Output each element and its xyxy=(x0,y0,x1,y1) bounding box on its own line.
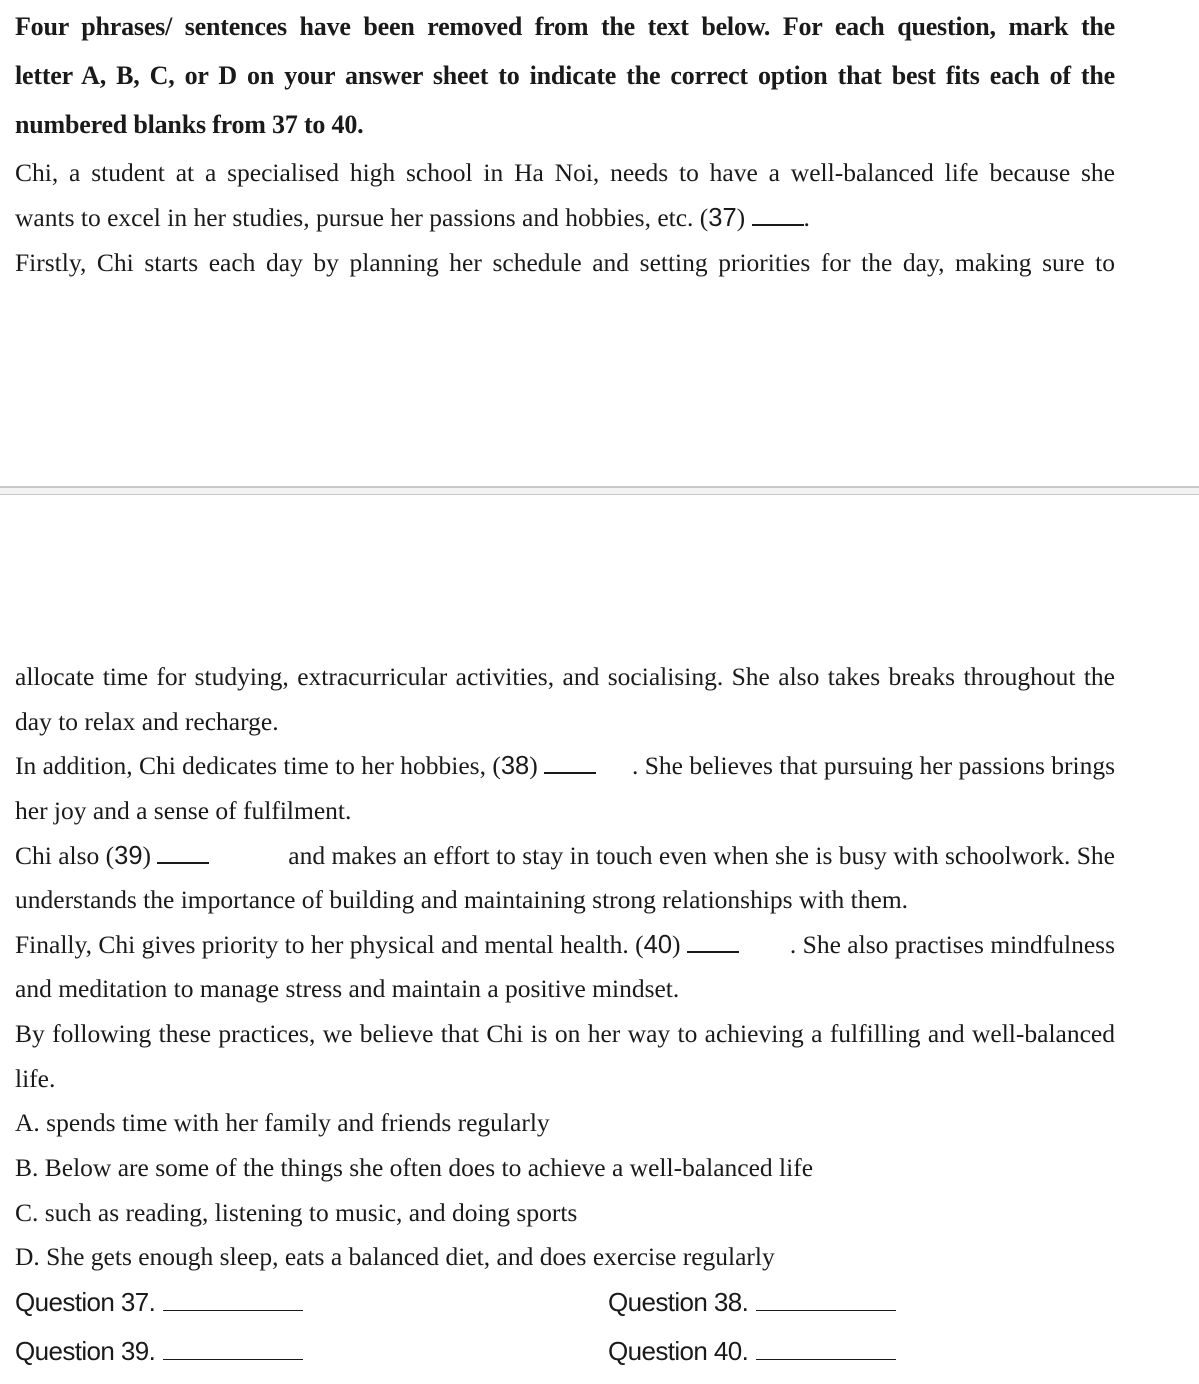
paragraph-also-line-1 xyxy=(15,841,1115,871)
blank-number-38: 38 xyxy=(500,752,530,780)
blank-40 xyxy=(687,933,739,953)
blank-number-37: 37 xyxy=(708,204,737,232)
instructions-line-2: letter A, B, C, or D on your answer sheet to indicate the correct option that best fits each of the xyxy=(15,61,1115,90)
paragraph-conclusion-line-1: By following these practices, we believe that Chi is on her way to achieving a fulfilling and well-balanced xyxy=(15,1019,1115,1048)
finally-pre: Finally, Chi gives priority to her physical and mental health. (40) xyxy=(15,930,739,960)
paragraph-firstly-line-3: day to relax and recharge. xyxy=(15,707,279,736)
option-b: B. Below are some of the things she often does to achieve a well-balanced life xyxy=(15,1153,814,1182)
blank-39 xyxy=(157,844,209,864)
instructions-line-1: Four phrases/ sentences have been removed from the text below. For each question, mark the xyxy=(15,12,1115,41)
finally-post: . She also practises mindfulness xyxy=(789,930,1115,959)
page-separator xyxy=(0,486,1199,495)
also-post: and makes an effort to stay in touch even when she is busy with schoolwork. She xyxy=(288,841,1115,870)
addition-pre: In addition, Chi dedicates time to her hobbies, (38) xyxy=(15,751,596,781)
blank-number-39: 39 xyxy=(114,842,143,870)
answer-blank-38[interactable] xyxy=(756,1290,896,1311)
answer-blank-40[interactable] xyxy=(756,1339,896,1360)
answer-question-37: Question 37. xyxy=(15,1287,303,1318)
paragraph-addition-line-1 xyxy=(15,751,1115,781)
paragraph-firstly-line-2: allocate time for studying, extracurricular activities, and socialising. She also takes breaks throughout the xyxy=(15,662,1115,691)
blank-number-40: 40 xyxy=(643,931,673,959)
answer-question-40: Question 40. xyxy=(608,1336,896,1367)
answer-question-39: Question 39. xyxy=(15,1336,303,1367)
paragraph-firstly-line-1: Firstly, Chi starts each day by planning her schedule and setting priorities for the day, making sure to xyxy=(15,248,1115,277)
instructions-line-3: numbered blanks from 37 to 40. xyxy=(15,110,364,139)
option-d: D. She gets enough sleep, eats a balanced diet, and does exercise regularly xyxy=(15,1242,775,1271)
blank-37 xyxy=(752,206,804,226)
option-a: A. spends time with her family and friends regularly xyxy=(15,1108,550,1137)
paragraph-intro-line-2: wants to excel in her studies, pursue her passions and hobbies, etc. (37) . xyxy=(15,203,810,232)
intro-text: wants to excel in her studies, pursue her passions and hobbies, etc. ( xyxy=(15,203,709,232)
addition-post: . She believes that pursuing her passions brings xyxy=(631,751,1115,780)
option-c: C. such as reading, listening to music, and doing sports xyxy=(15,1198,578,1227)
answer-question-38: Question 38. xyxy=(608,1287,896,1318)
paragraph-addition-line-2: her joy and a sense of fulfilment. xyxy=(15,796,352,825)
paragraph-intro-line-1: Chi, a student at a specialised high school in Ha Noi, needs to have a well-balanced life because she xyxy=(15,158,1115,187)
page-top xyxy=(0,0,1199,486)
also-pre: Chi also (39) xyxy=(15,841,209,871)
blank-38 xyxy=(544,754,596,774)
answer-blank-37[interactable] xyxy=(163,1290,303,1311)
paragraph-conclusion-line-2: life. xyxy=(15,1064,56,1093)
answer-blank-39[interactable] xyxy=(163,1339,303,1360)
paragraph-also-line-2: understands the importance of building and maintaining strong relationships with them. xyxy=(15,885,909,914)
paragraph-finally-line-2: and meditation to manage stress and maintain a positive mindset. xyxy=(15,974,680,1003)
paragraph-finally-line-1 xyxy=(15,930,1115,960)
page-bottom xyxy=(0,495,1199,1384)
